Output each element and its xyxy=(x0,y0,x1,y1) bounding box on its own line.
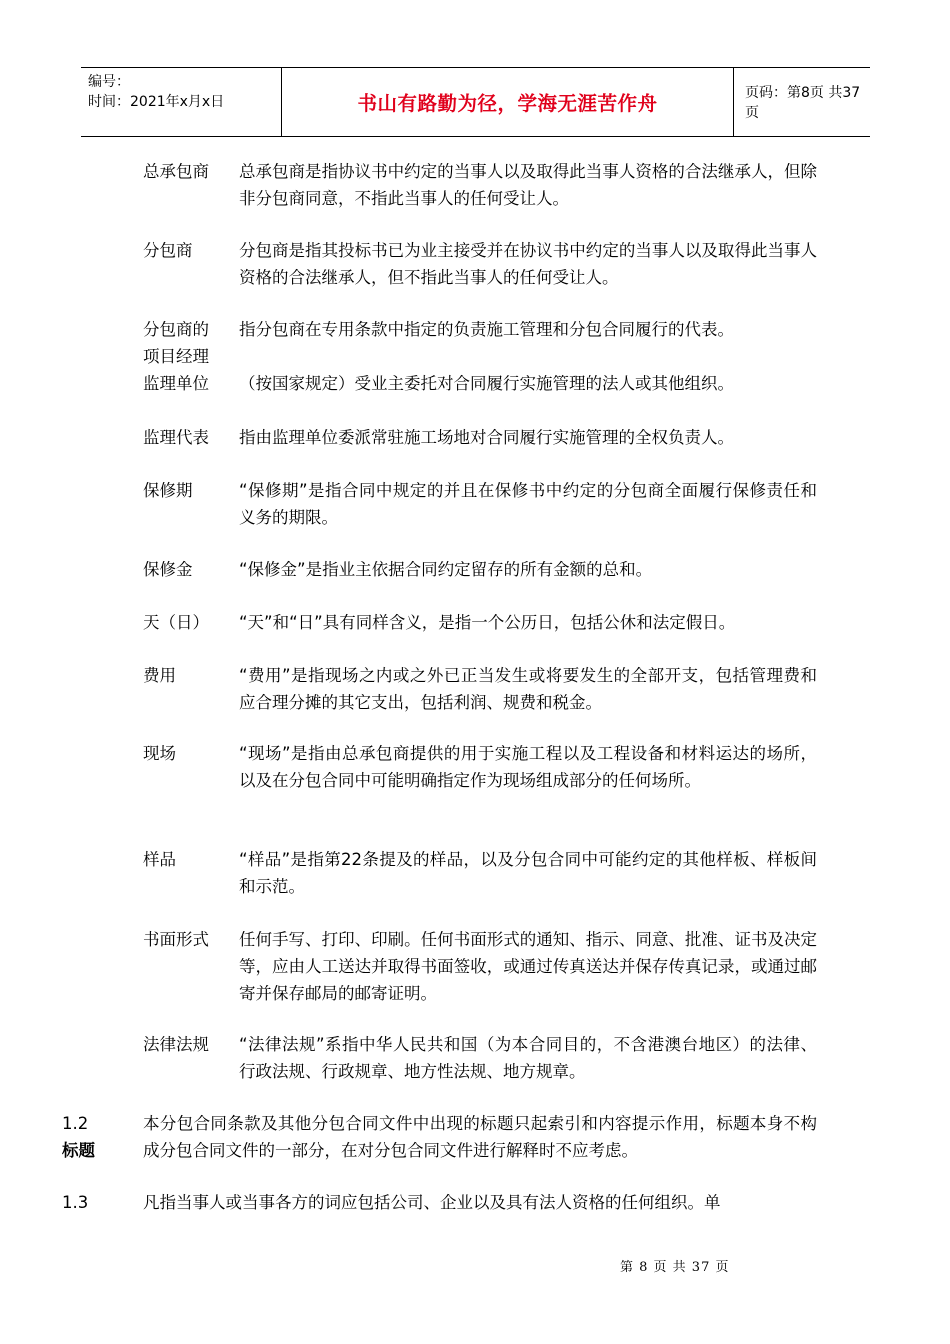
section-title: 标题 xyxy=(62,1141,95,1160)
definition-term: 法律法规 xyxy=(143,1035,209,1054)
definition-text: 任何手写、打印、印刷。任何书面形式的通知、指示、同意、批准、证书及决定等，应由人工送达并取得书面签收，或通过传真送达并保存传真记录，或通过邮寄并保存邮局的邮寄证明。 xyxy=(239,930,817,1003)
definition-text: “现场”是指由总承包商提供的用于实施工程以及工程设备和材料运达的场所，以及在分包合同中可能明确指定作为现场组成部分的任何场所。 xyxy=(239,744,817,790)
section-text: 凡指当事人或当事各方的词应包括公司、企业以及具有法人资格的任何组织。单 xyxy=(143,1193,721,1212)
definition-text: 分包商是指其投标书已为业主接受并在协议书中约定的当事人以及取得此当事人资格的合法继承人，但不指此当事人的任何受让人。 xyxy=(239,241,817,287)
definition-text: 指分包商在专用条款中指定的负责施工管理和分包合同履行的代表。 xyxy=(239,320,734,339)
page-footer: 第 8 页 共 37 页 xyxy=(620,1260,730,1275)
section-number: 1.3 xyxy=(62,1193,89,1212)
definition-term: 分包商的 xyxy=(143,320,209,339)
definition-term: 费用 xyxy=(143,666,176,685)
definition-term: 监理代表 xyxy=(143,428,209,447)
definition-text: “样品”是指第22条提及的样品，以及分包合同中可能约定的其他样板、样板间和示范。 xyxy=(239,850,817,896)
definition-term-line2: 项目经理 xyxy=(143,347,209,366)
definition-term: 保修金 xyxy=(143,560,193,579)
definition-term: 监理单位 xyxy=(143,374,209,393)
definition-text: “保修期”是指合同中规定的并且在保修书中约定的分包商全面履行保修责任和义务的期限。 xyxy=(239,481,817,527)
definition-text: “保修金”是指业主依据合同约定留存的所有金额的总和。 xyxy=(239,560,653,579)
section-text: 本分包合同条款及其他分包合同文件中出现的标题只起索引和内容提示作用，标题本身不构成分包合同文件的一部分，在对分包合同文件进行解释时不应考虑。 xyxy=(143,1114,817,1160)
definition-text: “费用”是指现场之内或之外已正当发生或将要发生的全部开支，包括管理费和应合理分摊的其它支出，包括利润、规费和税金。 xyxy=(239,666,817,712)
definition-term: 保修期 xyxy=(143,481,193,500)
page-header xyxy=(81,67,870,137)
definition-term: 书面形式 xyxy=(143,930,209,949)
header-meta xyxy=(81,68,281,136)
header-page-info: 页码：第8页 共37页 xyxy=(745,85,861,121)
header-number-label: 编号： xyxy=(88,74,130,90)
header-time-label: 时间：2021年x月x日 xyxy=(88,94,225,110)
header-motto: 书山有路勤为径，学海无涯苦作舟 xyxy=(281,68,734,136)
definition-term: 样品 xyxy=(143,850,176,869)
definition-term: 总承包商 xyxy=(143,162,209,181)
definition-term: 分包商 xyxy=(143,241,193,260)
definition-term: 天（日） xyxy=(143,613,209,632)
definition-text: （按国家规定）受业主委托对合同履行实施管理的法人或其他组织。 xyxy=(239,374,734,393)
section-number: 1.2 xyxy=(62,1114,89,1133)
definition-term: 现场 xyxy=(143,744,176,763)
definition-text: 指由监理单位委派常驻施工场地对合同履行实施管理的全权负责人。 xyxy=(239,428,734,447)
definition-text: “天”和“日”具有同样含义，是指一个公历日，包括公休和法定假日。 xyxy=(239,613,736,632)
definition-text: “法律法规”系指中华人民共和国（为本合同目的，不含港澳台地区）的法律、行政法规、行政规章、地方性法规、地方规章。 xyxy=(239,1035,817,1081)
definition-text: 总承包商是指协议书中约定的当事人以及取得此当事人资格的合法继承人，但除非分包商同意，不指此当事人的任何受让人。 xyxy=(239,162,817,208)
